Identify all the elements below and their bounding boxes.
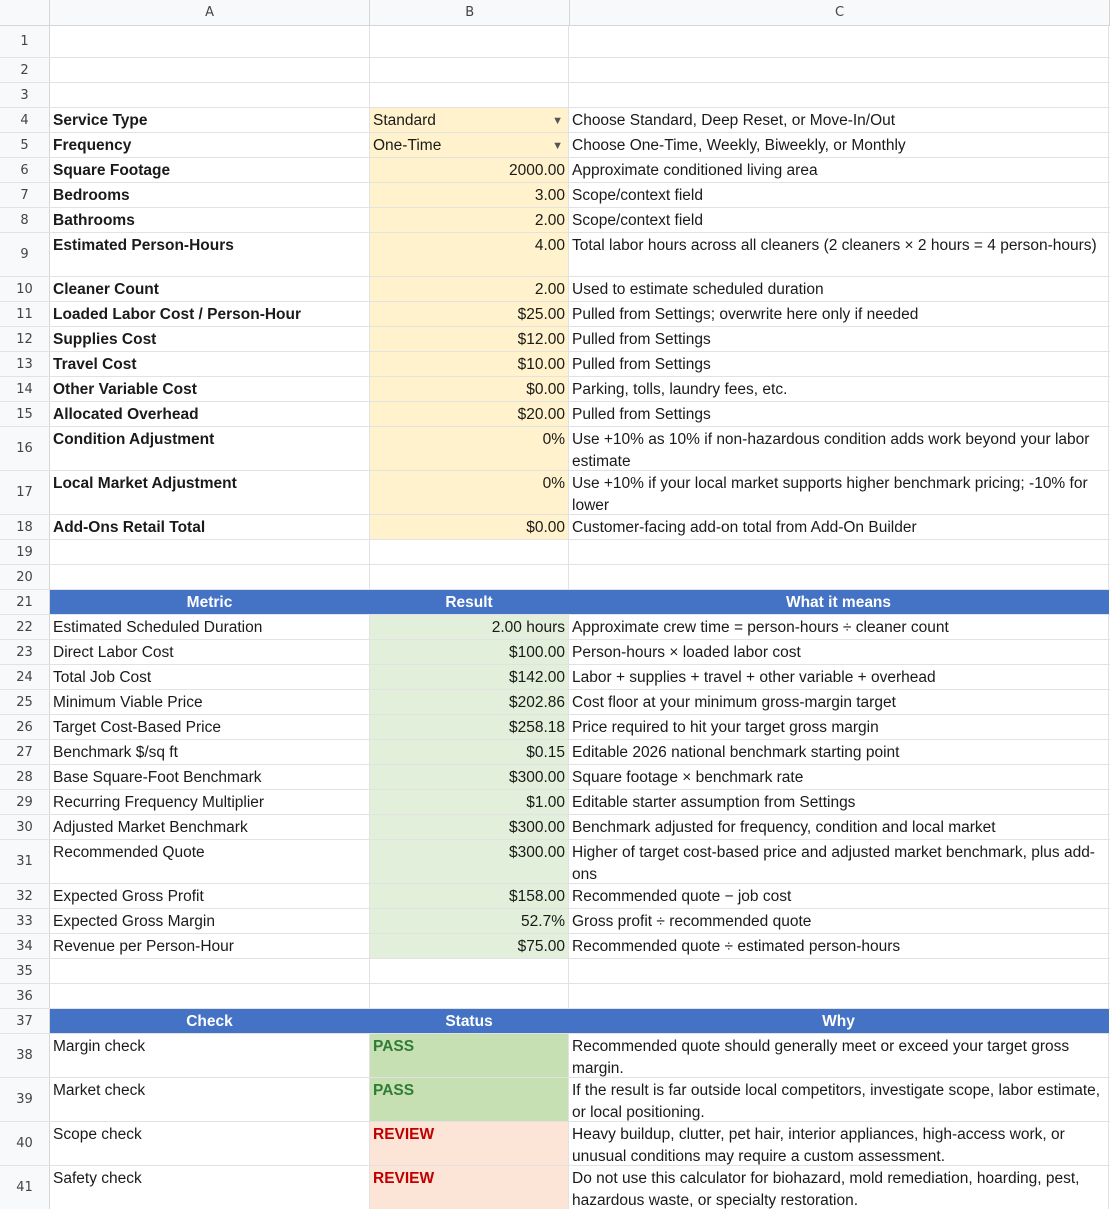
row-number[interactable]: 41	[0, 1166, 50, 1209]
row-number[interactable]: 7	[0, 183, 50, 207]
input-label: Square Footage	[50, 158, 370, 182]
dropdown-arrow-icon[interactable]: ▼	[552, 115, 563, 127]
result-note: Price required to hit your target gross margin	[569, 715, 1109, 739]
row-number[interactable]: 25	[0, 690, 50, 714]
input-note: Pulled from Settings; overwrite here only if needed	[569, 302, 1109, 326]
input-row	[0, 427, 1110, 471]
row-number[interactable]: 28	[0, 765, 50, 789]
result-note: Editable 2026 national benchmark starting point	[569, 740, 1109, 764]
addons-total-input[interactable]: $0.00	[370, 515, 569, 539]
result-row	[0, 884, 1110, 909]
input-note: Pulled from Settings	[569, 402, 1109, 426]
row-number[interactable]: 9	[0, 233, 50, 276]
result-value[interactable]: $300.00	[370, 765, 569, 789]
row-number[interactable]: 24	[0, 665, 50, 689]
input-row	[0, 302, 1110, 327]
result-row	[0, 665, 1110, 690]
input-row	[0, 108, 1110, 133]
result-row	[0, 909, 1110, 934]
result-value[interactable]: $202.86	[370, 690, 569, 714]
status-badge[interactable]: PASS	[370, 1078, 569, 1121]
column-header-bar	[0, 0, 1110, 26]
result-value[interactable]: $100.00	[370, 640, 569, 664]
result-note: Cost floor at your minimum gross-margin target	[569, 690, 1109, 714]
row-number[interactable]: 20	[0, 565, 50, 589]
result-value[interactable]: $0.15	[370, 740, 569, 764]
blank-row	[0, 83, 1110, 108]
blank-row	[0, 58, 1110, 83]
input-label: Travel Cost	[50, 352, 370, 376]
input-row	[0, 515, 1110, 540]
result-note: Approximate crew time = person-hours ÷ cleaner count	[569, 615, 1109, 639]
column-header-c[interactable]: C	[570, 0, 1110, 25]
cell[interactable]	[50, 984, 370, 1008]
row-number[interactable]: 29	[0, 790, 50, 814]
cell[interactable]	[370, 540, 569, 564]
row-number[interactable]: 38	[0, 1034, 50, 1077]
input-note: Use +10% if your local market supports higher benchmark pricing; -10% for lower	[569, 471, 1109, 514]
dropdown-arrow-icon[interactable]: ▼	[552, 140, 563, 152]
row-number[interactable]: 22	[0, 615, 50, 639]
input-note: Scope/context field	[569, 183, 1109, 207]
supplies-cost-input[interactable]: $12.00	[370, 327, 569, 351]
row-number[interactable]: 30	[0, 815, 50, 839]
result-label: Expected Gross Profit	[50, 884, 370, 908]
input-note: Scope/context field	[569, 208, 1109, 232]
row-number[interactable]: 10	[0, 277, 50, 301]
travel-cost-input[interactable]: $10.00	[370, 352, 569, 376]
header-check: Check	[50, 1009, 370, 1033]
input-label: Add-Ons Retail Total	[50, 515, 370, 539]
status-badge[interactable]: REVIEW	[370, 1166, 569, 1209]
input-row	[0, 377, 1110, 402]
input-note: Pulled from Settings	[569, 352, 1109, 376]
input-row	[0, 233, 1110, 277]
input-row	[0, 402, 1110, 427]
cell[interactable]	[50, 26, 370, 57]
row-number[interactable]: 17	[0, 471, 50, 514]
header-result: Result	[370, 590, 569, 614]
result-row	[0, 840, 1110, 884]
input-row	[0, 158, 1110, 183]
results-header-row	[0, 590, 1110, 615]
row-number[interactable]: 34	[0, 934, 50, 958]
result-label: Target Cost-Based Price	[50, 715, 370, 739]
result-value[interactable]: $75.00	[370, 934, 569, 958]
input-note: Use +10% as 10% if non-hazardous condition adds work beyond your labor estimate	[569, 427, 1109, 470]
input-row	[0, 183, 1110, 208]
input-row	[0, 352, 1110, 377]
input-note: Choose Standard, Deep Reset, or Move-In/Out	[569, 108, 1109, 132]
bathrooms-input[interactable]: 2.00	[370, 208, 569, 232]
result-value[interactable]: $300.00	[370, 840, 569, 883]
row-number[interactable]: 12	[0, 327, 50, 351]
cell[interactable]	[50, 959, 370, 983]
input-label: Service Type	[50, 108, 370, 132]
row-number[interactable]: 33	[0, 909, 50, 933]
row-number[interactable]: 14	[0, 377, 50, 401]
input-row	[0, 327, 1110, 352]
input-note: Parking, tolls, laundry fees, etc.	[569, 377, 1109, 401]
check-row	[0, 1122, 1110, 1166]
input-label: Frequency	[50, 133, 370, 157]
frequency-dropdown[interactable]	[370, 133, 569, 157]
row-number[interactable]: 8	[0, 208, 50, 232]
dropdown-value: Standard	[373, 112, 436, 129]
input-row	[0, 133, 1110, 158]
result-note: Gross profit ÷ recommended quote	[569, 909, 1109, 933]
cell[interactable]	[50, 83, 370, 107]
cell[interactable]	[50, 58, 370, 82]
cell[interactable]	[569, 984, 1109, 1008]
row-number[interactable]: 18	[0, 515, 50, 539]
input-note: Customer-facing add-on total from Add-On Builder	[569, 515, 1109, 539]
input-label: Allocated Overhead	[50, 402, 370, 426]
check-note: Heavy buildup, clutter, pet hair, interior appliances, high-access work, or unusual conditions may require a custom assessment.	[569, 1122, 1109, 1165]
cell[interactable]	[569, 58, 1109, 82]
cell[interactable]	[370, 565, 569, 589]
blank-row	[0, 565, 1110, 590]
result-label: Minimum Viable Price	[50, 690, 370, 714]
blank-row	[0, 959, 1110, 984]
row-number[interactable]: 4	[0, 108, 50, 132]
row-number[interactable]: 3	[0, 83, 50, 107]
row-number[interactable]: 36	[0, 984, 50, 1008]
blank-row	[0, 26, 1110, 58]
check-label: Safety check	[50, 1166, 370, 1209]
input-label: Supplies Cost	[50, 327, 370, 351]
cell[interactable]	[569, 565, 1109, 589]
input-label: Condition Adjustment	[50, 427, 370, 470]
result-note: Benchmark adjusted for frequency, condition and local market	[569, 815, 1109, 839]
result-row	[0, 690, 1110, 715]
dropdown-value: One-Time	[373, 137, 442, 154]
check-label: Market check	[50, 1078, 370, 1121]
input-label: Estimated Person-Hours	[50, 233, 370, 276]
row-number[interactable]: 5	[0, 133, 50, 157]
cell[interactable]	[50, 540, 370, 564]
result-label: Benchmark $/sq ft	[50, 740, 370, 764]
row-number[interactable]: 39	[0, 1078, 50, 1121]
row-number[interactable]: 26	[0, 715, 50, 739]
result-label: Recurring Frequency Multiplier	[50, 790, 370, 814]
result-value[interactable]: $300.00	[370, 815, 569, 839]
input-note: Pulled from Settings	[569, 327, 1109, 351]
square-footage-input[interactable]: 2000.00	[370, 158, 569, 182]
row-number[interactable]: 37	[0, 1009, 50, 1033]
result-label: Expected Gross Margin	[50, 909, 370, 933]
result-label: Estimated Scheduled Duration	[50, 615, 370, 639]
result-row	[0, 934, 1110, 959]
result-note: Higher of target cost-based price and adjusted market benchmark, plus add-ons	[569, 840, 1109, 883]
result-row	[0, 615, 1110, 640]
labor-cost-input[interactable]: $25.00	[370, 302, 569, 326]
result-value[interactable]: $1.00	[370, 790, 569, 814]
result-label: Base Square-Foot Benchmark	[50, 765, 370, 789]
cell[interactable]	[370, 26, 569, 57]
result-row	[0, 815, 1110, 840]
cell[interactable]	[50, 565, 370, 589]
check-label: Margin check	[50, 1034, 370, 1077]
check-note: Do not use this calculator for biohazard, mold remediation, hoarding, pest, hazardous waste, or specialty restoration.	[569, 1166, 1109, 1209]
result-label: Total Job Cost	[50, 665, 370, 689]
result-note: Recommended quote ÷ estimated person-hours	[569, 934, 1109, 958]
result-note: Square footage × benchmark rate	[569, 765, 1109, 789]
result-value[interactable]: $258.18	[370, 715, 569, 739]
check-row	[0, 1034, 1110, 1078]
select-all-corner[interactable]	[0, 0, 50, 25]
bedrooms-input[interactable]: 3.00	[370, 183, 569, 207]
row-number[interactable]: 23	[0, 640, 50, 664]
status-badge[interactable]: REVIEW	[370, 1122, 569, 1165]
check-row	[0, 1166, 1110, 1209]
row-number[interactable]: 19	[0, 540, 50, 564]
result-note: Labor + supplies + travel + other variable + overhead	[569, 665, 1109, 689]
result-value[interactable]: 2.00 hours	[370, 615, 569, 639]
person-hours-input[interactable]: 4.00	[370, 233, 569, 276]
row-number[interactable]: 21	[0, 590, 50, 614]
input-note: Total labor hours across all cleaners (2 cleaners × 2 hours = 4 person-hours)	[569, 233, 1109, 276]
cell[interactable]	[569, 83, 1109, 107]
cell[interactable]	[569, 540, 1109, 564]
blank-row	[0, 984, 1110, 1009]
status-badge[interactable]: PASS	[370, 1034, 569, 1077]
result-label: Direct Labor Cost	[50, 640, 370, 664]
checks-header-row	[0, 1009, 1110, 1034]
result-row	[0, 765, 1110, 790]
header-what-it-means: What it means	[569, 590, 1109, 614]
row-number[interactable]: 1	[0, 26, 50, 57]
cell[interactable]	[370, 984, 569, 1008]
check-row	[0, 1078, 1110, 1122]
check-note: Recommended quote should generally meet or exceed your target gross margin.	[569, 1034, 1109, 1077]
input-label: Other Variable Cost	[50, 377, 370, 401]
row-number[interactable]: 15	[0, 402, 50, 426]
cell[interactable]	[569, 26, 1109, 57]
result-label: Adjusted Market Benchmark	[50, 815, 370, 839]
result-value[interactable]: 52.7%	[370, 909, 569, 933]
service-type-dropdown[interactable]	[370, 108, 569, 132]
result-label: Revenue per Person-Hour	[50, 934, 370, 958]
result-value[interactable]: $142.00	[370, 665, 569, 689]
result-row	[0, 640, 1110, 665]
cell[interactable]	[370, 959, 569, 983]
overhead-input[interactable]: $20.00	[370, 402, 569, 426]
input-label: Loaded Labor Cost / Person-Hour	[50, 302, 370, 326]
blank-row	[0, 540, 1110, 565]
row-number[interactable]: 31	[0, 840, 50, 883]
input-note: Used to estimate scheduled duration	[569, 277, 1109, 301]
market-adjustment-input[interactable]: 0%	[370, 471, 569, 514]
check-note: If the result is far outside local competitors, investigate scope, labor estimate, or local positioning.	[569, 1078, 1109, 1121]
column-header-b[interactable]: B	[370, 0, 570, 25]
row-number[interactable]: 6	[0, 158, 50, 182]
input-label: Bathrooms	[50, 208, 370, 232]
input-label: Cleaner Count	[50, 277, 370, 301]
other-cost-input[interactable]: $0.00	[370, 377, 569, 401]
result-note: Editable starter assumption from Settings	[569, 790, 1109, 814]
header-status: Status	[370, 1009, 569, 1033]
result-row	[0, 715, 1110, 740]
result-row	[0, 790, 1110, 815]
condition-adjustment-input[interactable]: 0%	[370, 427, 569, 470]
input-row	[0, 208, 1110, 233]
row-number[interactable]: 32	[0, 884, 50, 908]
check-label: Scope check	[50, 1122, 370, 1165]
cell[interactable]	[370, 58, 569, 82]
result-note: Person-hours × loaded labor cost	[569, 640, 1109, 664]
input-row	[0, 471, 1110, 515]
row-number[interactable]: 11	[0, 302, 50, 326]
row-number[interactable]: 35	[0, 959, 50, 983]
result-label: Recommended Quote	[50, 840, 370, 883]
column-header-a[interactable]: A	[50, 0, 370, 25]
input-label: Local Market Adjustment	[50, 471, 370, 514]
cell[interactable]	[370, 83, 569, 107]
input-label: Bedrooms	[50, 183, 370, 207]
header-why: Why	[569, 1009, 1109, 1033]
result-row	[0, 740, 1110, 765]
row-number[interactable]: 16	[0, 427, 50, 470]
input-row	[0, 277, 1110, 302]
row-number[interactable]: 27	[0, 740, 50, 764]
row-number[interactable]: 40	[0, 1122, 50, 1165]
row-number[interactable]: 13	[0, 352, 50, 376]
row-number[interactable]: 2	[0, 58, 50, 82]
cleaner-count-input[interactable]: 2.00	[370, 277, 569, 301]
result-value[interactable]: $158.00	[370, 884, 569, 908]
result-note: Recommended quote − job cost	[569, 884, 1109, 908]
input-note: Choose One-Time, Weekly, Biweekly, or Monthly	[569, 133, 1109, 157]
cell[interactable]	[569, 959, 1109, 983]
header-metric: Metric	[50, 590, 370, 614]
input-note: Approximate conditioned living area	[569, 158, 1109, 182]
